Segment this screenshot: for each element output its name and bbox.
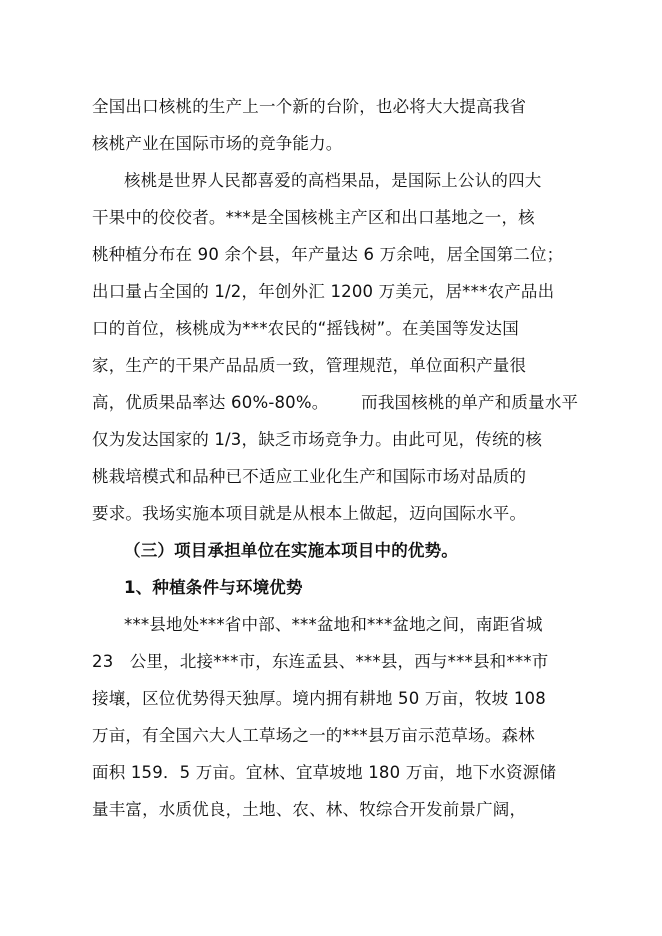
paragraph-line: 23 公里，北接***市，东连孟县、***县，西与***县和***市 <box>92 652 549 671</box>
paragraph-line: 口的首位，核桃成为***农民的“摇钱树”。在美国等发达国 <box>92 319 519 338</box>
section-heading: （三）项目承担单位在实施本项目中的优势。 <box>124 541 458 560</box>
paragraph-line: 出口量占全国的 1/2，年创外汇 1200 万美元，居***农产品出 <box>92 282 555 301</box>
paragraph-line: 高，优质果品率达 60%-80%。 而我国核桃的单产和质量水平 <box>92 393 579 412</box>
subsection-heading: 1、种植条件与环境优势 <box>124 578 303 597</box>
paragraph-line: 家，生产的干果产品品质一致，管理规范，单位面积产量很 <box>92 356 527 375</box>
paragraph-line: 面积 159．5 万亩。宜林、宜草坡地 180 万亩，地下水资源储 <box>92 763 557 782</box>
paragraph-line: 量丰富，水质优良，土地、农、林、牧综合开发前景广阔， <box>92 800 527 819</box>
paragraph-line: 桃种植分布在 90 余个县，年产量达 6 万余吨，居全国第二位； <box>92 245 564 264</box>
paragraph-line: 核桃是世界人民都喜爱的高档果品，是国际上公认的四大 <box>124 171 542 190</box>
paragraph-line: 要求。我场实施本项目就是从根本上做起，迈向国际水平。 <box>92 504 527 523</box>
paragraph-line: 万亩，有全国六大人工草场之一的***县万亩示范草场。森林 <box>92 726 535 745</box>
paragraph-line: 干果中的佼佼者。***是全国核桃主产区和出口基地之一，核 <box>92 208 535 227</box>
paragraph-line: 核桃产业在国际市场的竞争能力。 <box>92 134 343 153</box>
paragraph-line: 全国出口核桃的生产上一个新的台阶，也必将大大提高我省 <box>92 97 527 116</box>
paragraph-line: 桃栽培模式和品种已不适应工业化生产和国际市场对品质的 <box>92 467 527 486</box>
paragraph-line: 接壤，区位优势得天独厚。境内拥有耕地 50 万亩，牧坡 108 <box>92 689 546 708</box>
paragraph-line: 仅为发达国家的 1/3，缺乏市场竞争力。由此可见，传统的核 <box>92 430 543 449</box>
paragraph-line: ***县地处***省中部、***盆地和***盆地之间，南距省城 <box>124 615 543 634</box>
